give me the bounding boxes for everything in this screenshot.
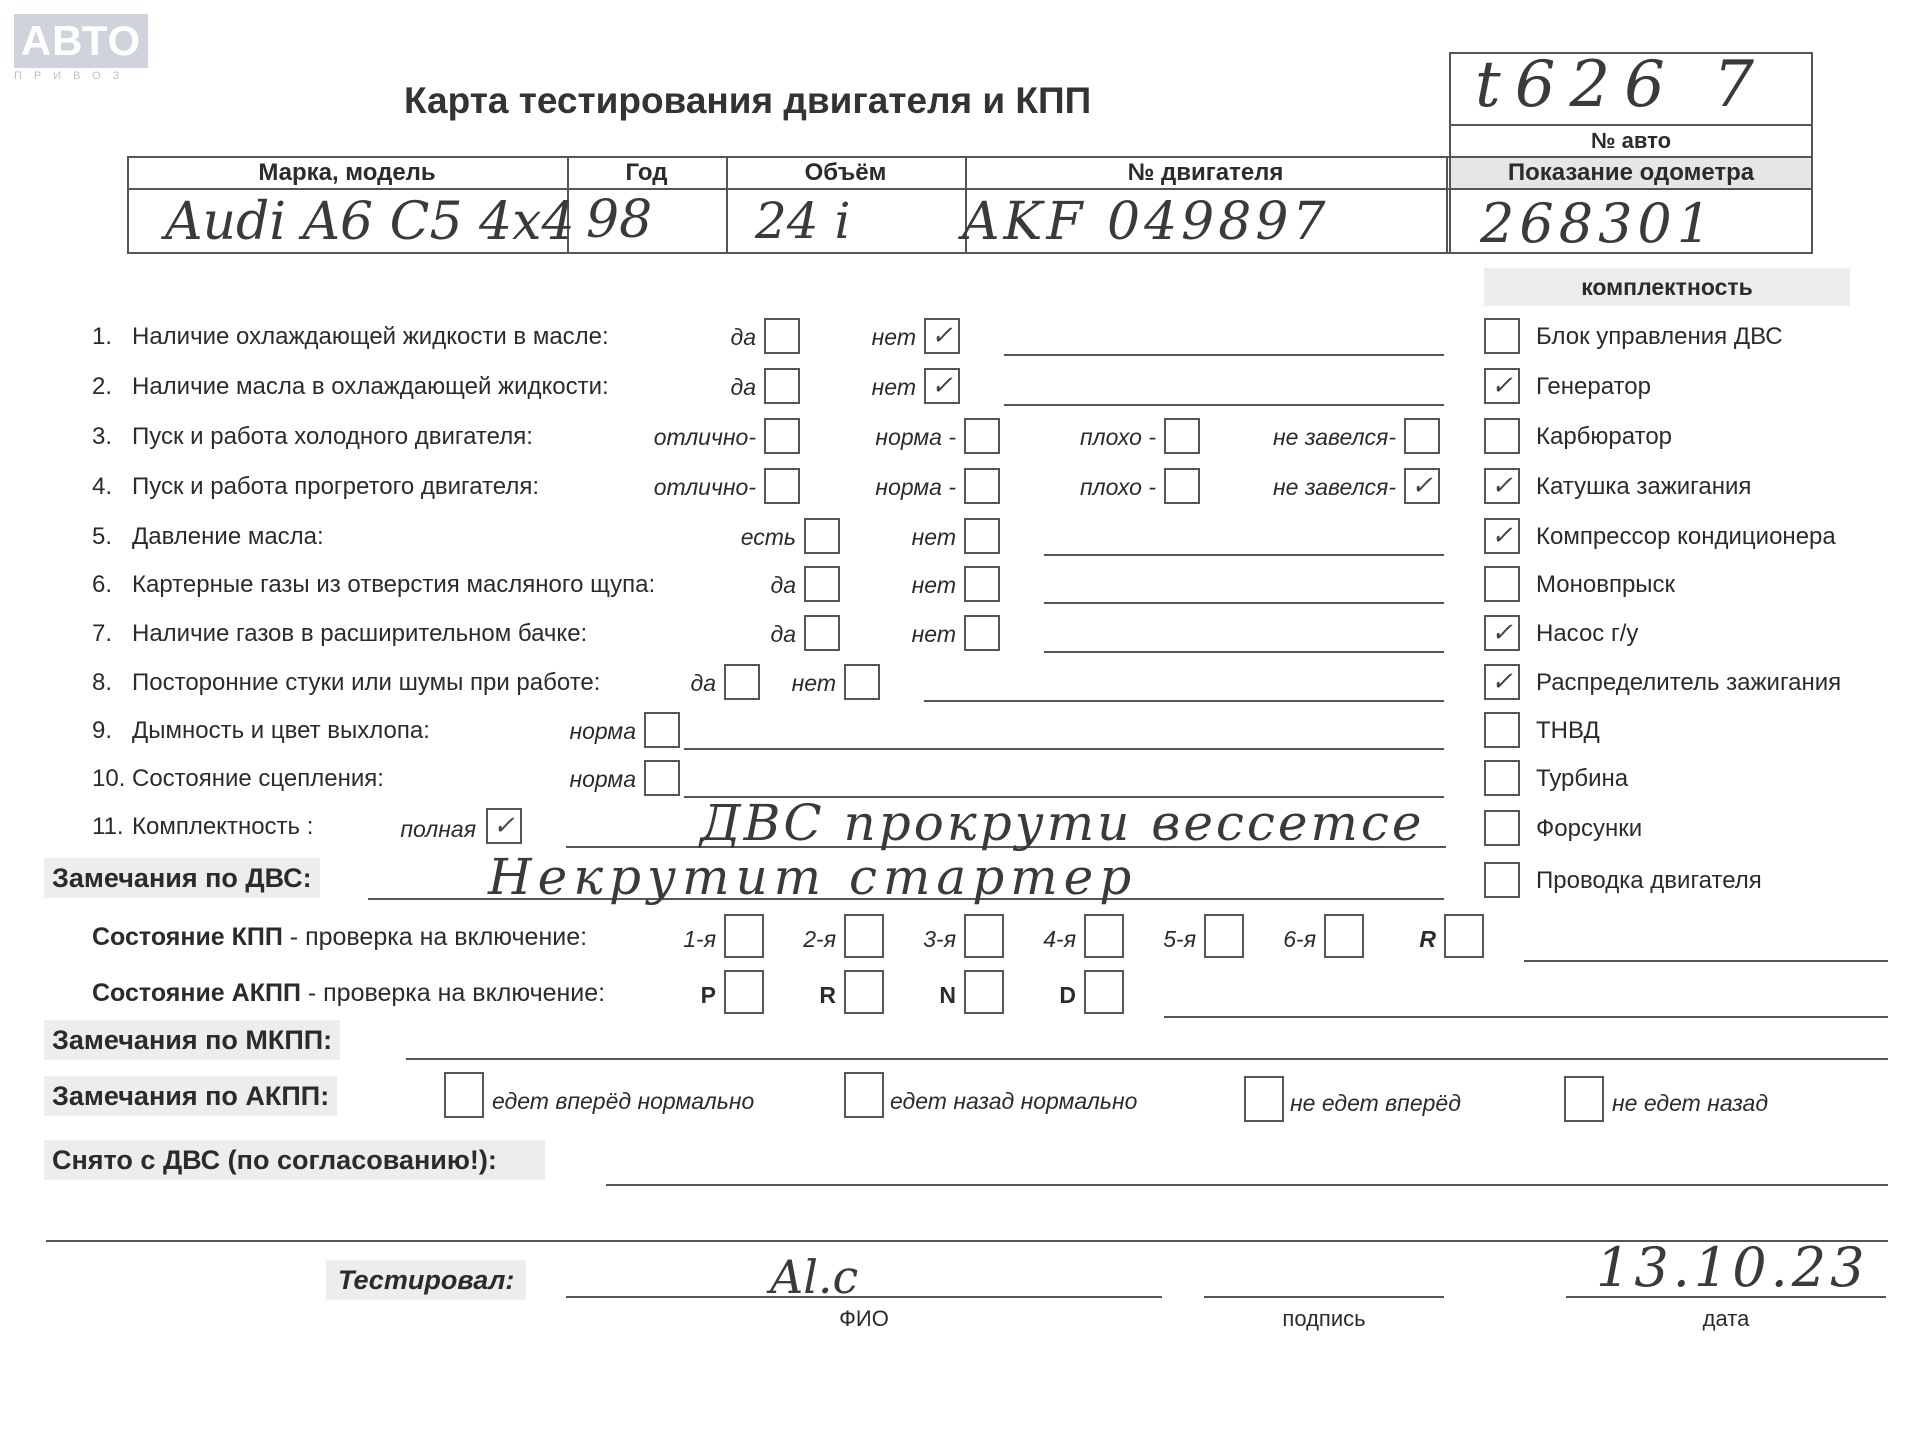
- q11-note: ДВС прокрути вессетсе: [700, 794, 1425, 852]
- question-text: Посторонние стуки или шумы при работе:: [132, 669, 601, 696]
- checkbox-q5-no[interactable]: [964, 518, 1000, 554]
- answer-line: [1044, 651, 1444, 653]
- checkbox-reverse-normal[interactable]: [844, 1072, 884, 1118]
- option-label: нет: [871, 324, 916, 350]
- checkbox-q5-yes[interactable]: [804, 518, 840, 554]
- question-text: Давление масла:: [132, 523, 324, 550]
- checkbox-q9-normal[interactable]: [644, 712, 680, 748]
- akpp-label: [92, 978, 605, 1008]
- completeness-item-label: ТНВД: [1536, 717, 1600, 744]
- completeness-item-label: Форсунки: [1536, 815, 1643, 842]
- completeness-item-label: Карбюратор: [1536, 423, 1673, 450]
- akpp-option-label: едет назад нормально: [890, 1088, 1138, 1114]
- checkbox-q1-no[interactable]: ✓: [924, 318, 960, 354]
- answer-line: [1004, 404, 1444, 406]
- answer-line: [684, 748, 1444, 750]
- engine-number-value: AKF 049897: [962, 192, 1330, 252]
- gear-label: N: [939, 982, 956, 1008]
- akpp-option-label: едет вперёд нормально: [492, 1088, 755, 1114]
- question-number: 11.: [92, 813, 124, 840]
- question-text: Наличие масла в охлаждающей жидкости:: [132, 373, 609, 400]
- gear-label: R: [1419, 926, 1436, 952]
- checkbox-gear-1[interactable]: [724, 914, 764, 958]
- checkbox-q10-normal[interactable]: [644, 760, 680, 796]
- completeness-checkbox[interactable]: [1484, 418, 1520, 454]
- fio-value: Al.с: [770, 1250, 859, 1304]
- checkbox-q8-no[interactable]: [844, 664, 880, 700]
- completeness-item-label: Насос г/у: [1536, 620, 1639, 647]
- completeness-checkbox[interactable]: ✓: [1484, 368, 1520, 404]
- option-label: есть: [740, 524, 796, 550]
- completeness-item-label: Блок управления ДВС: [1536, 323, 1783, 350]
- year-header: Год: [625, 159, 668, 186]
- checkbox-gear-5[interactable]: [1204, 914, 1244, 958]
- option-label: отлично-: [653, 424, 756, 450]
- answer-line: [1004, 354, 1444, 356]
- question-number: 4.: [92, 473, 113, 500]
- fio-line: [566, 1296, 1162, 1298]
- question-text: Пуск и работа прогретого двигателя:: [132, 473, 540, 500]
- option-label: полная: [400, 816, 476, 842]
- checkbox-no-forward[interactable]: [1244, 1076, 1284, 1122]
- checkbox-q1-yes[interactable]: [764, 318, 800, 354]
- checkbox-q4-no-start[interactable]: ✓: [1404, 468, 1440, 504]
- page-title: Карта тестирования двигателя и КПП: [404, 80, 1092, 121]
- car-number-divider: [1449, 124, 1813, 126]
- header-col-divider: [1446, 156, 1448, 254]
- gear-label: D: [1059, 982, 1076, 1008]
- checkbox-akpp-d[interactable]: [1084, 970, 1124, 1014]
- fio-caption: ФИО: [839, 1306, 889, 1331]
- checkbox-gear-r[interactable]: [1444, 914, 1484, 958]
- option-label: нет: [791, 670, 836, 696]
- gear-label: 2-я: [803, 926, 836, 952]
- question-text: Наличие газов в расширительном бачке:: [132, 620, 588, 647]
- engine-number-header: № двигателя: [1127, 159, 1284, 186]
- question-number: 1.: [92, 323, 113, 350]
- option-label: плохо -: [1080, 474, 1156, 500]
- completeness-checkbox[interactable]: [1484, 810, 1520, 846]
- question-number: 10.: [92, 765, 126, 792]
- checkbox-q4-excellent[interactable]: [764, 468, 800, 504]
- logo-subtitle: ПРИВОЗ: [14, 70, 132, 82]
- question-number: 2.: [92, 373, 113, 400]
- car-number-value: t626 7: [1475, 48, 1768, 122]
- option-label: норма: [569, 718, 636, 744]
- checkbox-q3-excellent[interactable]: [764, 418, 800, 454]
- mkpp-remarks-label: Замечания по МКПП:: [44, 1020, 340, 1060]
- option-label: норма: [569, 766, 636, 792]
- checkbox-akpp-p[interactable]: [724, 970, 764, 1014]
- completeness-checkbox[interactable]: [1484, 712, 1520, 748]
- checkbox-q3-normal[interactable]: [964, 418, 1000, 454]
- engine-remarks-label: Замечания по ДВС:: [44, 858, 320, 898]
- completeness-heading: комплектность: [1484, 268, 1850, 306]
- checkbox-no-reverse[interactable]: [1564, 1076, 1604, 1122]
- option-label: нет: [871, 374, 916, 400]
- tested-by-label: Тестировал:: [326, 1260, 526, 1300]
- question-text: Картерные газы из отверстия масляного щупа:: [132, 571, 656, 598]
- make-model-value: Audi A6 C5 4x4: [165, 192, 575, 252]
- question-number: 7.: [92, 620, 113, 647]
- checkbox-gear-2[interactable]: [844, 914, 884, 958]
- question-text: Комплектность :: [132, 813, 314, 840]
- date-value: 13.10.23: [1596, 1236, 1869, 1299]
- mkpp-remarks-line: [406, 1058, 1888, 1060]
- completeness-checkbox[interactable]: ✓: [1484, 468, 1520, 504]
- option-label: да: [730, 324, 756, 350]
- completeness-checkbox[interactable]: ✓: [1484, 664, 1520, 700]
- checkbox-q2-yes[interactable]: [764, 368, 800, 404]
- question-number: 9.: [92, 717, 113, 744]
- checkbox-q6-yes[interactable]: [804, 566, 840, 602]
- option-label: нет: [911, 572, 956, 598]
- checkbox-q3-no-start[interactable]: [1404, 418, 1440, 454]
- akpp-label-bold: Состояние АКПП: [92, 979, 301, 1007]
- option-label: да: [730, 374, 756, 400]
- option-label: плохо -: [1080, 424, 1156, 450]
- question-number: 8.: [92, 669, 113, 696]
- option-label: нет: [911, 524, 956, 550]
- volume-header: Объём: [804, 159, 887, 186]
- car-number-label: № авто: [1590, 128, 1672, 153]
- checkbox-gear-4[interactable]: [1084, 914, 1124, 958]
- volume-value: 24 i: [755, 192, 851, 250]
- option-label: да: [770, 572, 796, 598]
- signature-caption: подпись: [1282, 1306, 1366, 1331]
- completeness-checkbox[interactable]: [1484, 318, 1520, 354]
- checkbox-q8-yes[interactable]: [724, 664, 760, 700]
- option-label: не завелся-: [1272, 474, 1396, 500]
- option-label: нет: [911, 621, 956, 647]
- removed-label: Снято с ДВС (по согласованию!):: [44, 1140, 545, 1180]
- kpp-label-bold: Состояние КПП: [92, 923, 283, 951]
- kpp-label-rest: - проверка на включение:: [282, 923, 588, 951]
- checkbox-q4-normal[interactable]: [964, 468, 1000, 504]
- completeness-item-label: Проводка двигателя: [1536, 867, 1762, 894]
- akpp-line: [1164, 1016, 1888, 1018]
- gear-label: 4-я: [1043, 926, 1076, 952]
- checkbox-q6-no[interactable]: [964, 566, 1000, 602]
- option-label: да: [690, 670, 716, 696]
- gear-label: 5-я: [1163, 926, 1196, 952]
- option-label: не завелся-: [1272, 424, 1396, 450]
- answer-line: [1044, 602, 1444, 604]
- question-number: 6.: [92, 571, 113, 598]
- odometer-header: Показание одометра: [1451, 158, 1811, 188]
- question-text: Пуск и работа холодного двигателя:: [132, 423, 533, 450]
- signature-line: [1204, 1296, 1444, 1298]
- completeness-checkbox[interactable]: ✓: [1484, 615, 1520, 651]
- gear-label: 3-я: [923, 926, 956, 952]
- completeness-checkbox[interactable]: [1484, 760, 1520, 796]
- akpp-label-rest: - проверка на включение:: [300, 979, 606, 1007]
- akpp-option-label: не едет назад: [1612, 1090, 1769, 1116]
- answer-line: [1044, 554, 1444, 556]
- question-number: 5.: [92, 523, 113, 550]
- checkbox-q2-no[interactable]: ✓: [924, 368, 960, 404]
- kpp-line: [1524, 960, 1888, 962]
- header-row-divider: [127, 188, 1813, 190]
- checkbox-forward-normal[interactable]: [444, 1072, 484, 1118]
- odometer-value: 268301: [1480, 192, 1717, 255]
- checkbox-q11-full[interactable]: ✓: [486, 808, 522, 844]
- answer-line: [924, 700, 1444, 702]
- akpp-remarks-label: Замечания по АКПП:: [44, 1076, 337, 1116]
- checkbox-akpp-r[interactable]: [844, 970, 884, 1014]
- completeness-item-label: Распределитель зажигания: [1536, 669, 1842, 696]
- checkbox-q4-bad[interactable]: [1164, 468, 1200, 504]
- completeness-item-label: Катушка зажигания: [1536, 473, 1752, 500]
- completeness-checkbox[interactable]: [1484, 566, 1520, 602]
- checkbox-q7-yes[interactable]: [804, 615, 840, 651]
- completeness-item-label: Моновпрыск: [1536, 571, 1676, 598]
- gear-label: P: [700, 982, 716, 1008]
- gear-label: R: [819, 982, 836, 1008]
- question-text: Дымность и цвет выхлопа:: [132, 717, 430, 744]
- logo: АВТО: [14, 14, 148, 68]
- gear-label: 1-я: [683, 926, 716, 952]
- checkbox-q3-bad[interactable]: [1164, 418, 1200, 454]
- year-value: 98: [586, 190, 653, 250]
- option-label: норма -: [875, 424, 956, 450]
- completeness-item-label: Компрессор кондиционера: [1536, 523, 1836, 550]
- engine-remarks-value: Некрутит стартер: [488, 848, 1138, 906]
- akpp-option-label: не едет вперёд: [1290, 1090, 1461, 1116]
- question-text: Наличие охлаждающей жидкости в масле:: [132, 323, 609, 350]
- option-label: норма -: [875, 474, 956, 500]
- completeness-checkbox[interactable]: [1484, 862, 1520, 898]
- question-number: 3.: [92, 423, 113, 450]
- completeness-checkbox[interactable]: ✓: [1484, 518, 1520, 554]
- completeness-item-label: Генератор: [1536, 373, 1651, 400]
- gear-label: 6-я: [1283, 926, 1316, 952]
- checkbox-gear-3[interactable]: [964, 914, 1004, 958]
- question-text: Состояние сцепления:: [132, 765, 384, 792]
- checkbox-q7-no[interactable]: [964, 615, 1000, 651]
- kpp-label: [92, 922, 587, 952]
- removed-line: [606, 1184, 1888, 1186]
- date-caption: дата: [1702, 1306, 1750, 1331]
- option-label: да: [770, 621, 796, 647]
- option-label: отлично-: [653, 474, 756, 500]
- make-model-header: Марка, модель: [258, 159, 436, 186]
- completeness-item-label: Турбина: [1536, 765, 1629, 792]
- checkbox-gear-6[interactable]: [1324, 914, 1364, 958]
- checkbox-akpp-n[interactable]: [964, 970, 1004, 1014]
